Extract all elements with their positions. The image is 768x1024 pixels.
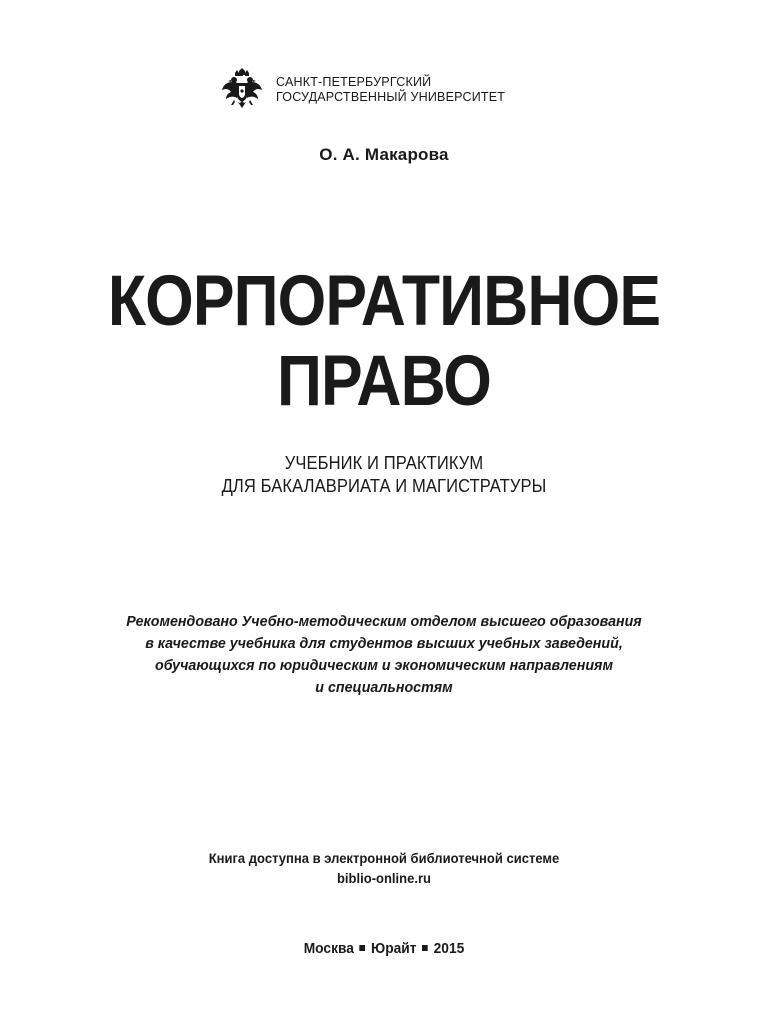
book-title-line-1: КОРПОРАТИВНОЕ	[107, 262, 661, 341]
double-headed-eagle-emblem-icon	[220, 68, 264, 112]
book-title-line-2: ПРАВО	[277, 342, 491, 421]
recommendation-note	[19, 611, 749, 699]
imprint-year: 2015	[433, 941, 465, 957]
imprint	[19, 939, 749, 959]
recommendation-line-2: в качестве учебника для студентов высших учебных заведений,	[145, 635, 623, 652]
availability-url: biblio-online.ru	[336, 870, 432, 886]
imprint-city: Москва	[303, 941, 354, 957]
imprint-publisher: Юрайт	[371, 941, 417, 957]
recommendation-line-3: обучающихся по юридическим и экономическим направлениям	[154, 657, 613, 674]
university-name-line-2: ГОСУДАРСТВЕННЫЙ УНИВЕРСИТЕТ	[276, 90, 506, 104]
separator-square-icon	[422, 945, 428, 951]
recommendation-line-4: и специальностям	[315, 679, 453, 696]
availability-line-1: Книга доступна в электронной библиотечной системе	[208, 850, 560, 866]
availability-note	[27, 848, 741, 888]
university-header	[220, 68, 505, 112]
recommendation-line-1: Рекомендовано Учебно-методическим отделом высшего образования	[126, 613, 642, 630]
author-name: О. А. Макарова	[319, 145, 449, 164]
book-subtitle-line-1: УЧЕБНИК И ПРАКТИКУМ	[284, 453, 484, 473]
university-name-line-1: САНКТ-ПЕТЕРБУРГСКИЙ	[276, 75, 432, 89]
separator-square-icon	[360, 945, 366, 951]
book-subtitle-line-2: ДЛЯ БАКАЛАВРИАТА И МАГИСТРАТУРЫ	[221, 476, 547, 496]
book-title	[46, 262, 722, 422]
book-subtitle	[31, 452, 738, 498]
university-name	[276, 75, 505, 105]
